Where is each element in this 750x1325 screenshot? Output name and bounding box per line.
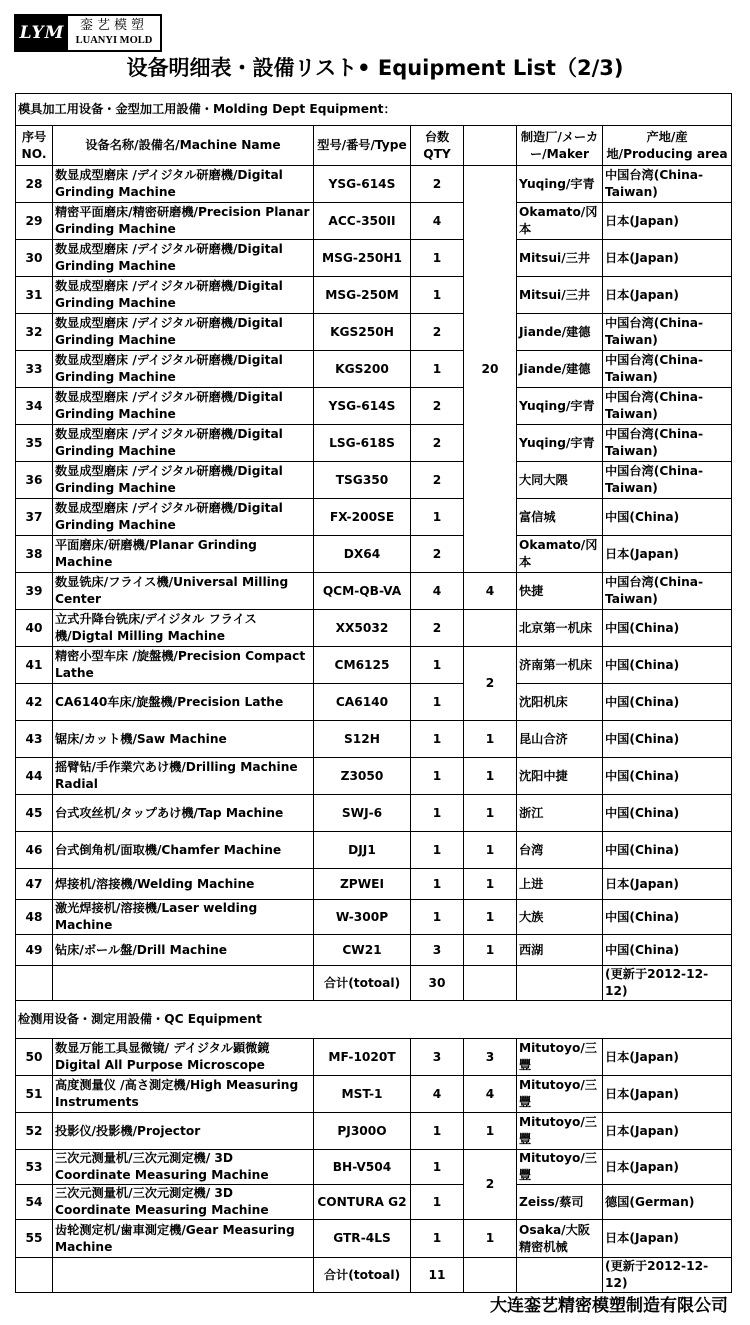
table-row <box>16 1185 732 1220</box>
column-header-row <box>16 126 732 166</box>
col-header-group <box>464 126 517 166</box>
equipment-table <box>15 93 732 1293</box>
machine-type: YSG-614S <box>314 388 411 425</box>
machine-name: 立式升降台铣床/デイジタル フライス機/Digtal Milling Machine <box>53 610 314 647</box>
row-number: 40 <box>16 610 53 647</box>
producing-area: 中国(China) <box>603 935 732 966</box>
empty-cell <box>517 1258 603 1293</box>
producing-area: 中国(China) <box>603 758 732 795</box>
machine-maker: 大族 <box>517 900 603 935</box>
row-number: 53 <box>16 1150 53 1185</box>
table-row <box>16 462 732 499</box>
machine-name: 激光焊接机/溶接機/Laser welding Machine <box>53 900 314 935</box>
machine-maker: 济南第一机床 <box>517 647 603 684</box>
col-header-no: 序号NO. <box>16 126 53 166</box>
row-number: 42 <box>16 684 53 721</box>
machine-qty: 1 <box>411 499 464 536</box>
producing-area: 中国(China) <box>603 610 732 647</box>
machine-qty: 1 <box>411 869 464 900</box>
machine-qty: 4 <box>411 1076 464 1113</box>
row-number: 49 <box>16 935 53 966</box>
producing-area: 中国(China) <box>603 900 732 935</box>
machine-type: MSG-250H1 <box>314 240 411 277</box>
producing-area: 中国(China) <box>603 647 732 684</box>
total-row <box>16 1258 732 1293</box>
producing-area: 日本(Japan) <box>603 1039 732 1076</box>
machine-name: 齿轮测定机/歯車測定機/Gear Measuring Machine <box>53 1220 314 1258</box>
table-row <box>16 832 732 869</box>
machine-name: 数显成型磨床 /デイジタル研磨機/Digital Grinding Machine <box>53 277 314 314</box>
row-number: 30 <box>16 240 53 277</box>
producing-area: 中国(China) <box>603 499 732 536</box>
machine-type: CA6140 <box>314 684 411 721</box>
table-row <box>16 1150 732 1185</box>
machine-maker: 沈阳机床 <box>517 684 603 721</box>
producing-area: 日本(Japan) <box>603 536 732 573</box>
group-qty: 1 <box>464 1220 517 1258</box>
machine-name: 数显成型磨床 /デイジタル研磨機/Digital Grinding Machine <box>53 388 314 425</box>
machine-type: DJJ1 <box>314 832 411 869</box>
machine-name: 数显成型磨床 /デイジタル研磨機/Digital Grinding Machine <box>53 462 314 499</box>
row-number: 45 <box>16 795 53 832</box>
row-number: 41 <box>16 647 53 684</box>
group-qty: 1 <box>464 900 517 935</box>
table-row <box>16 1076 732 1113</box>
machine-qty: 2 <box>411 388 464 425</box>
total-label: 合计(totoal) <box>314 966 411 1001</box>
machine-type: KGS250H <box>314 314 411 351</box>
machine-name: 焊接机/溶接機/Welding Machine <box>53 869 314 900</box>
machine-qty: 1 <box>411 1150 464 1185</box>
machine-type: PJ300O <box>314 1113 411 1150</box>
row-number: 34 <box>16 388 53 425</box>
machine-maker: 昆山合济 <box>517 721 603 758</box>
table-row <box>16 1220 732 1258</box>
producing-area: 中国(China) <box>603 795 732 832</box>
group-qty: 3 <box>464 1039 517 1076</box>
group-qty-empty <box>464 610 517 647</box>
machine-type: BH-V504 <box>314 1150 411 1185</box>
section-header-row <box>16 94 732 126</box>
machine-type: Z3050 <box>314 758 411 795</box>
machine-maker: 台湾 <box>517 832 603 869</box>
machine-type: ZPWEI <box>314 869 411 900</box>
logo-mark: LYM <box>16 16 68 50</box>
col-header-area: 产地/産地/Producing area <box>603 126 732 166</box>
group-qty: 1 <box>464 1113 517 1150</box>
total-label: 合计(totoal) <box>314 1258 411 1293</box>
machine-name: 数显成型磨床 /デイジタル研磨機/Digital Grinding Machine <box>53 351 314 388</box>
group-qty: 1 <box>464 758 517 795</box>
machine-name: 台式攻丝机/タップあけ機/Tap Machine <box>53 795 314 832</box>
machine-name: 高度测量仪 /高さ測定機/High Measuring Instruments <box>53 1076 314 1113</box>
empty-cell <box>16 1258 53 1293</box>
row-number: 43 <box>16 721 53 758</box>
machine-maker: Mitutoyo/三豐 <box>517 1039 603 1076</box>
updated-date: (更新于2012-12-12) <box>603 966 732 1001</box>
producing-area: 日本(Japan) <box>603 1150 732 1185</box>
table-row <box>16 240 732 277</box>
machine-name: 精密平面磨床/精密研磨機/Precision Planar Grinding Machine <box>53 203 314 240</box>
producing-area: 德国(German) <box>603 1185 732 1220</box>
group-qty: 4 <box>464 573 517 610</box>
table-row <box>16 425 732 462</box>
logo-chinese-name: 銮艺模塑 <box>79 18 148 33</box>
table-row <box>16 388 732 425</box>
machine-name: 数显铣床/フライス機/Universal Milling Center <box>53 573 314 610</box>
row-number: 54 <box>16 1185 53 1220</box>
machine-maker: Mitsui/三井 <box>517 277 603 314</box>
machine-maker: Yuqing/宇青 <box>517 388 603 425</box>
total-qty: 30 <box>411 966 464 1001</box>
producing-area: 日本(Japan) <box>603 240 732 277</box>
section-title-qc: 检测用设备・測定用設備・QC Equipment <box>16 1001 732 1039</box>
machine-qty: 1 <box>411 684 464 721</box>
producing-area: 日本(Japan) <box>603 1076 732 1113</box>
producing-area: 中国台湾(China-Taiwan) <box>603 462 732 499</box>
row-number: 47 <box>16 869 53 900</box>
machine-qty: 4 <box>411 573 464 610</box>
row-number: 55 <box>16 1220 53 1258</box>
machine-name: 锯床/カット機/Saw Machine <box>53 721 314 758</box>
empty-cell <box>53 966 314 1001</box>
machine-maker: Mitutoyo/三豐 <box>517 1076 603 1113</box>
row-number: 52 <box>16 1113 53 1150</box>
row-number: 28 <box>16 166 53 203</box>
machine-qty: 1 <box>411 240 464 277</box>
row-number: 29 <box>16 203 53 240</box>
group-qty: 1 <box>464 869 517 900</box>
col-header-type: 型号/番号/Type <box>314 126 411 166</box>
machine-maker: Mitutoyo/三豐 <box>517 1150 603 1185</box>
machine-qty: 1 <box>411 1185 464 1220</box>
producing-area: 中国台湾(China-Taiwan) <box>603 166 732 203</box>
col-header-qty: 台数QTY <box>411 126 464 166</box>
producing-area: 中国台湾(China-Taiwan) <box>603 573 732 610</box>
machine-qty: 1 <box>411 1220 464 1258</box>
group-qty: 1 <box>464 795 517 832</box>
machine-type: ACC-350II <box>314 203 411 240</box>
machine-qty: 1 <box>411 351 464 388</box>
machine-name: 数显万能工具显微镜/ デイジタル顕微鏡 Digital All Purpose Microscope <box>53 1039 314 1076</box>
table-row <box>16 203 732 240</box>
machine-type: XX5032 <box>314 610 411 647</box>
machine-qty: 3 <box>411 1039 464 1076</box>
machine-qty: 2 <box>411 610 464 647</box>
machine-type: DX64 <box>314 536 411 573</box>
machine-type: MF-1020T <box>314 1039 411 1076</box>
table-row <box>16 314 732 351</box>
machine-maker: 上进 <box>517 869 603 900</box>
group-qty: 2 <box>464 1150 517 1220</box>
table-row <box>16 1113 732 1150</box>
machine-qty: 4 <box>411 203 464 240</box>
table-row <box>16 351 732 388</box>
machine-maker: 西湖 <box>517 935 603 966</box>
empty-cell <box>464 1258 517 1293</box>
machine-type: LSG-618S <box>314 425 411 462</box>
row-number: 33 <box>16 351 53 388</box>
logo-english-name: LUANYI MOLD <box>75 35 153 46</box>
machine-maker: Zeiss/蔡司 <box>517 1185 603 1220</box>
machine-qty: 2 <box>411 462 464 499</box>
table-row <box>16 499 732 536</box>
machine-maker: Jiande/建德 <box>517 314 603 351</box>
table-row <box>16 536 732 573</box>
col-header-name: 设备名称/設備名/Machine Name <box>53 126 314 166</box>
machine-maker: Yuqing/宇青 <box>517 425 603 462</box>
machine-maker: 沈阳中捷 <box>517 758 603 795</box>
machine-type: MST-1 <box>314 1076 411 1113</box>
machine-maker: Okamato/冈本 <box>517 203 603 240</box>
row-number: 39 <box>16 573 53 610</box>
company-footer: 大连銮艺精密模塑制造有限公司 <box>490 1296 728 1316</box>
machine-qty: 1 <box>411 647 464 684</box>
machine-maker: Mitutoyo/三豐 <box>517 1113 603 1150</box>
machine-qty: 1 <box>411 721 464 758</box>
row-number: 36 <box>16 462 53 499</box>
total-qty: 11 <box>411 1258 464 1293</box>
table-row <box>16 277 732 314</box>
machine-name: 钻床/ボール盤/Drill Machine <box>53 935 314 966</box>
machine-name: 平面磨床/研磨機/Planar Grinding Machine <box>53 536 314 573</box>
producing-area: 中国台湾(China-Taiwan) <box>603 425 732 462</box>
producing-area: 日本(Japan) <box>603 277 732 314</box>
machine-qty: 2 <box>411 425 464 462</box>
machine-maker: 大同大隈 <box>517 462 603 499</box>
machine-qty: 1 <box>411 758 464 795</box>
row-number: 32 <box>16 314 53 351</box>
table-row <box>16 935 732 966</box>
updated-date: (更新于2012-12-12) <box>603 1258 732 1293</box>
machine-qty: 1 <box>411 832 464 869</box>
group-qty: 20 <box>464 166 517 573</box>
machine-name: CA6140车床/旋盤機/Precision Lathe <box>53 684 314 721</box>
company-logo <box>14 14 162 52</box>
row-number: 38 <box>16 536 53 573</box>
producing-area: 中国(China) <box>603 832 732 869</box>
row-number: 46 <box>16 832 53 869</box>
group-qty: 4 <box>464 1076 517 1113</box>
machine-qty: 2 <box>411 314 464 351</box>
machine-type: MSG-250M <box>314 277 411 314</box>
machine-maker: Osaka/大阪精密机械 <box>517 1220 603 1258</box>
machine-qty: 2 <box>411 536 464 573</box>
table-row <box>16 1039 732 1076</box>
row-number: 44 <box>16 758 53 795</box>
machine-maker: Okamato/冈本 <box>517 536 603 573</box>
producing-area: 中国台湾(China-Taiwan) <box>603 314 732 351</box>
machine-type: W-300P <box>314 900 411 935</box>
machine-name: 数显成型磨床 /デイジタル研磨機/Digital Grinding Machine <box>53 425 314 462</box>
machine-maker: Yuqing/宇青 <box>517 166 603 203</box>
table-row <box>16 647 732 684</box>
row-number: 37 <box>16 499 53 536</box>
table-row <box>16 758 732 795</box>
machine-qty: 2 <box>411 166 464 203</box>
table-row <box>16 166 732 203</box>
empty-cell <box>53 1258 314 1293</box>
machine-name: 数显成型磨床 /デイジタル研磨機/Digital Grinding Machine <box>53 166 314 203</box>
table-row <box>16 795 732 832</box>
machine-type: KGS200 <box>314 351 411 388</box>
machine-type: CM6125 <box>314 647 411 684</box>
machine-qty: 1 <box>411 277 464 314</box>
machine-type: QCM-QB-VA <box>314 573 411 610</box>
group-qty: 2 <box>464 647 517 721</box>
producing-area: 日本(Japan) <box>603 1113 732 1150</box>
table-row <box>16 610 732 647</box>
table-row <box>16 900 732 935</box>
machine-type: CONTURA G2 <box>314 1185 411 1220</box>
producing-area: 日本(Japan) <box>603 203 732 240</box>
machine-maker: 北京第一机床 <box>517 610 603 647</box>
group-qty: 1 <box>464 721 517 758</box>
section-title-molding: 模具加工用设备・金型加工用設備・Molding Dept Equipment： <box>16 94 732 126</box>
machine-maker: 快捷 <box>517 573 603 610</box>
machine-type: YSG-614S <box>314 166 411 203</box>
total-row <box>16 966 732 1001</box>
col-header-maker: 制造厂/メーカー/Maker <box>517 126 603 166</box>
empty-cell <box>16 966 53 1001</box>
producing-area: 中国(China) <box>603 684 732 721</box>
machine-name: 三次元测量机/三次元測定機/ 3D Coordinate Measuring Machine <box>53 1150 314 1185</box>
machine-maker: Mitsui/三井 <box>517 240 603 277</box>
machine-maker: Jiande/建德 <box>517 351 603 388</box>
section-header-row <box>16 1001 732 1039</box>
row-number: 31 <box>16 277 53 314</box>
row-number: 48 <box>16 900 53 935</box>
machine-type: CW21 <box>314 935 411 966</box>
producing-area: 中国台湾(China-Taiwan) <box>603 351 732 388</box>
machine-name: 台式倒角机/面取機/Chamfer Machine <box>53 832 314 869</box>
group-qty: 1 <box>464 935 517 966</box>
table-row <box>16 684 732 721</box>
machine-maker: 富信城 <box>517 499 603 536</box>
empty-cell <box>464 966 517 1001</box>
machine-type: GTR-4LS <box>314 1220 411 1258</box>
machine-name: 精密小型车床 /旋盤機/Precision Compact Lathe <box>53 647 314 684</box>
machine-name: 投影仪/投影機/Projector <box>53 1113 314 1150</box>
empty-cell <box>517 966 603 1001</box>
machine-name: 数显成型磨床 /デイジタル研磨機/Digital Grinding Machine <box>53 240 314 277</box>
page-title: 设备明细表・設備リスト• Equipment List（2/3) <box>126 56 624 80</box>
machine-qty: 1 <box>411 1113 464 1150</box>
row-number: 35 <box>16 425 53 462</box>
machine-type: FX-200SE <box>314 499 411 536</box>
table-row <box>16 869 732 900</box>
machine-qty: 1 <box>411 795 464 832</box>
machine-name: 数显成型磨床 /デイジタル研磨機/Digital Grinding Machine <box>53 499 314 536</box>
machine-qty: 3 <box>411 935 464 966</box>
machine-qty: 1 <box>411 900 464 935</box>
producing-area: 中国台湾(China-Taiwan) <box>603 388 732 425</box>
group-qty: 1 <box>464 832 517 869</box>
machine-maker: 浙江 <box>517 795 603 832</box>
logo-text <box>68 16 160 50</box>
machine-name: 数显成型磨床 /デイジタル研磨機/Digital Grinding Machine <box>53 314 314 351</box>
machine-type: TSG350 <box>314 462 411 499</box>
machine-name: 三次元测量机/三次元測定機/ 3D Coordinate Measuring Machine <box>53 1185 314 1220</box>
table-row <box>16 573 732 610</box>
table-row <box>16 721 732 758</box>
producing-area: 中国(China) <box>603 721 732 758</box>
row-number: 50 <box>16 1039 53 1076</box>
machine-type: S12H <box>314 721 411 758</box>
machine-name: 摇臂钻/手作業穴あけ機/Drilling Machine Radial <box>53 758 314 795</box>
producing-area: 日本(Japan) <box>603 1220 732 1258</box>
row-number: 51 <box>16 1076 53 1113</box>
producing-area: 日本(Japan) <box>603 869 732 900</box>
machine-type: SWJ-6 <box>314 795 411 832</box>
